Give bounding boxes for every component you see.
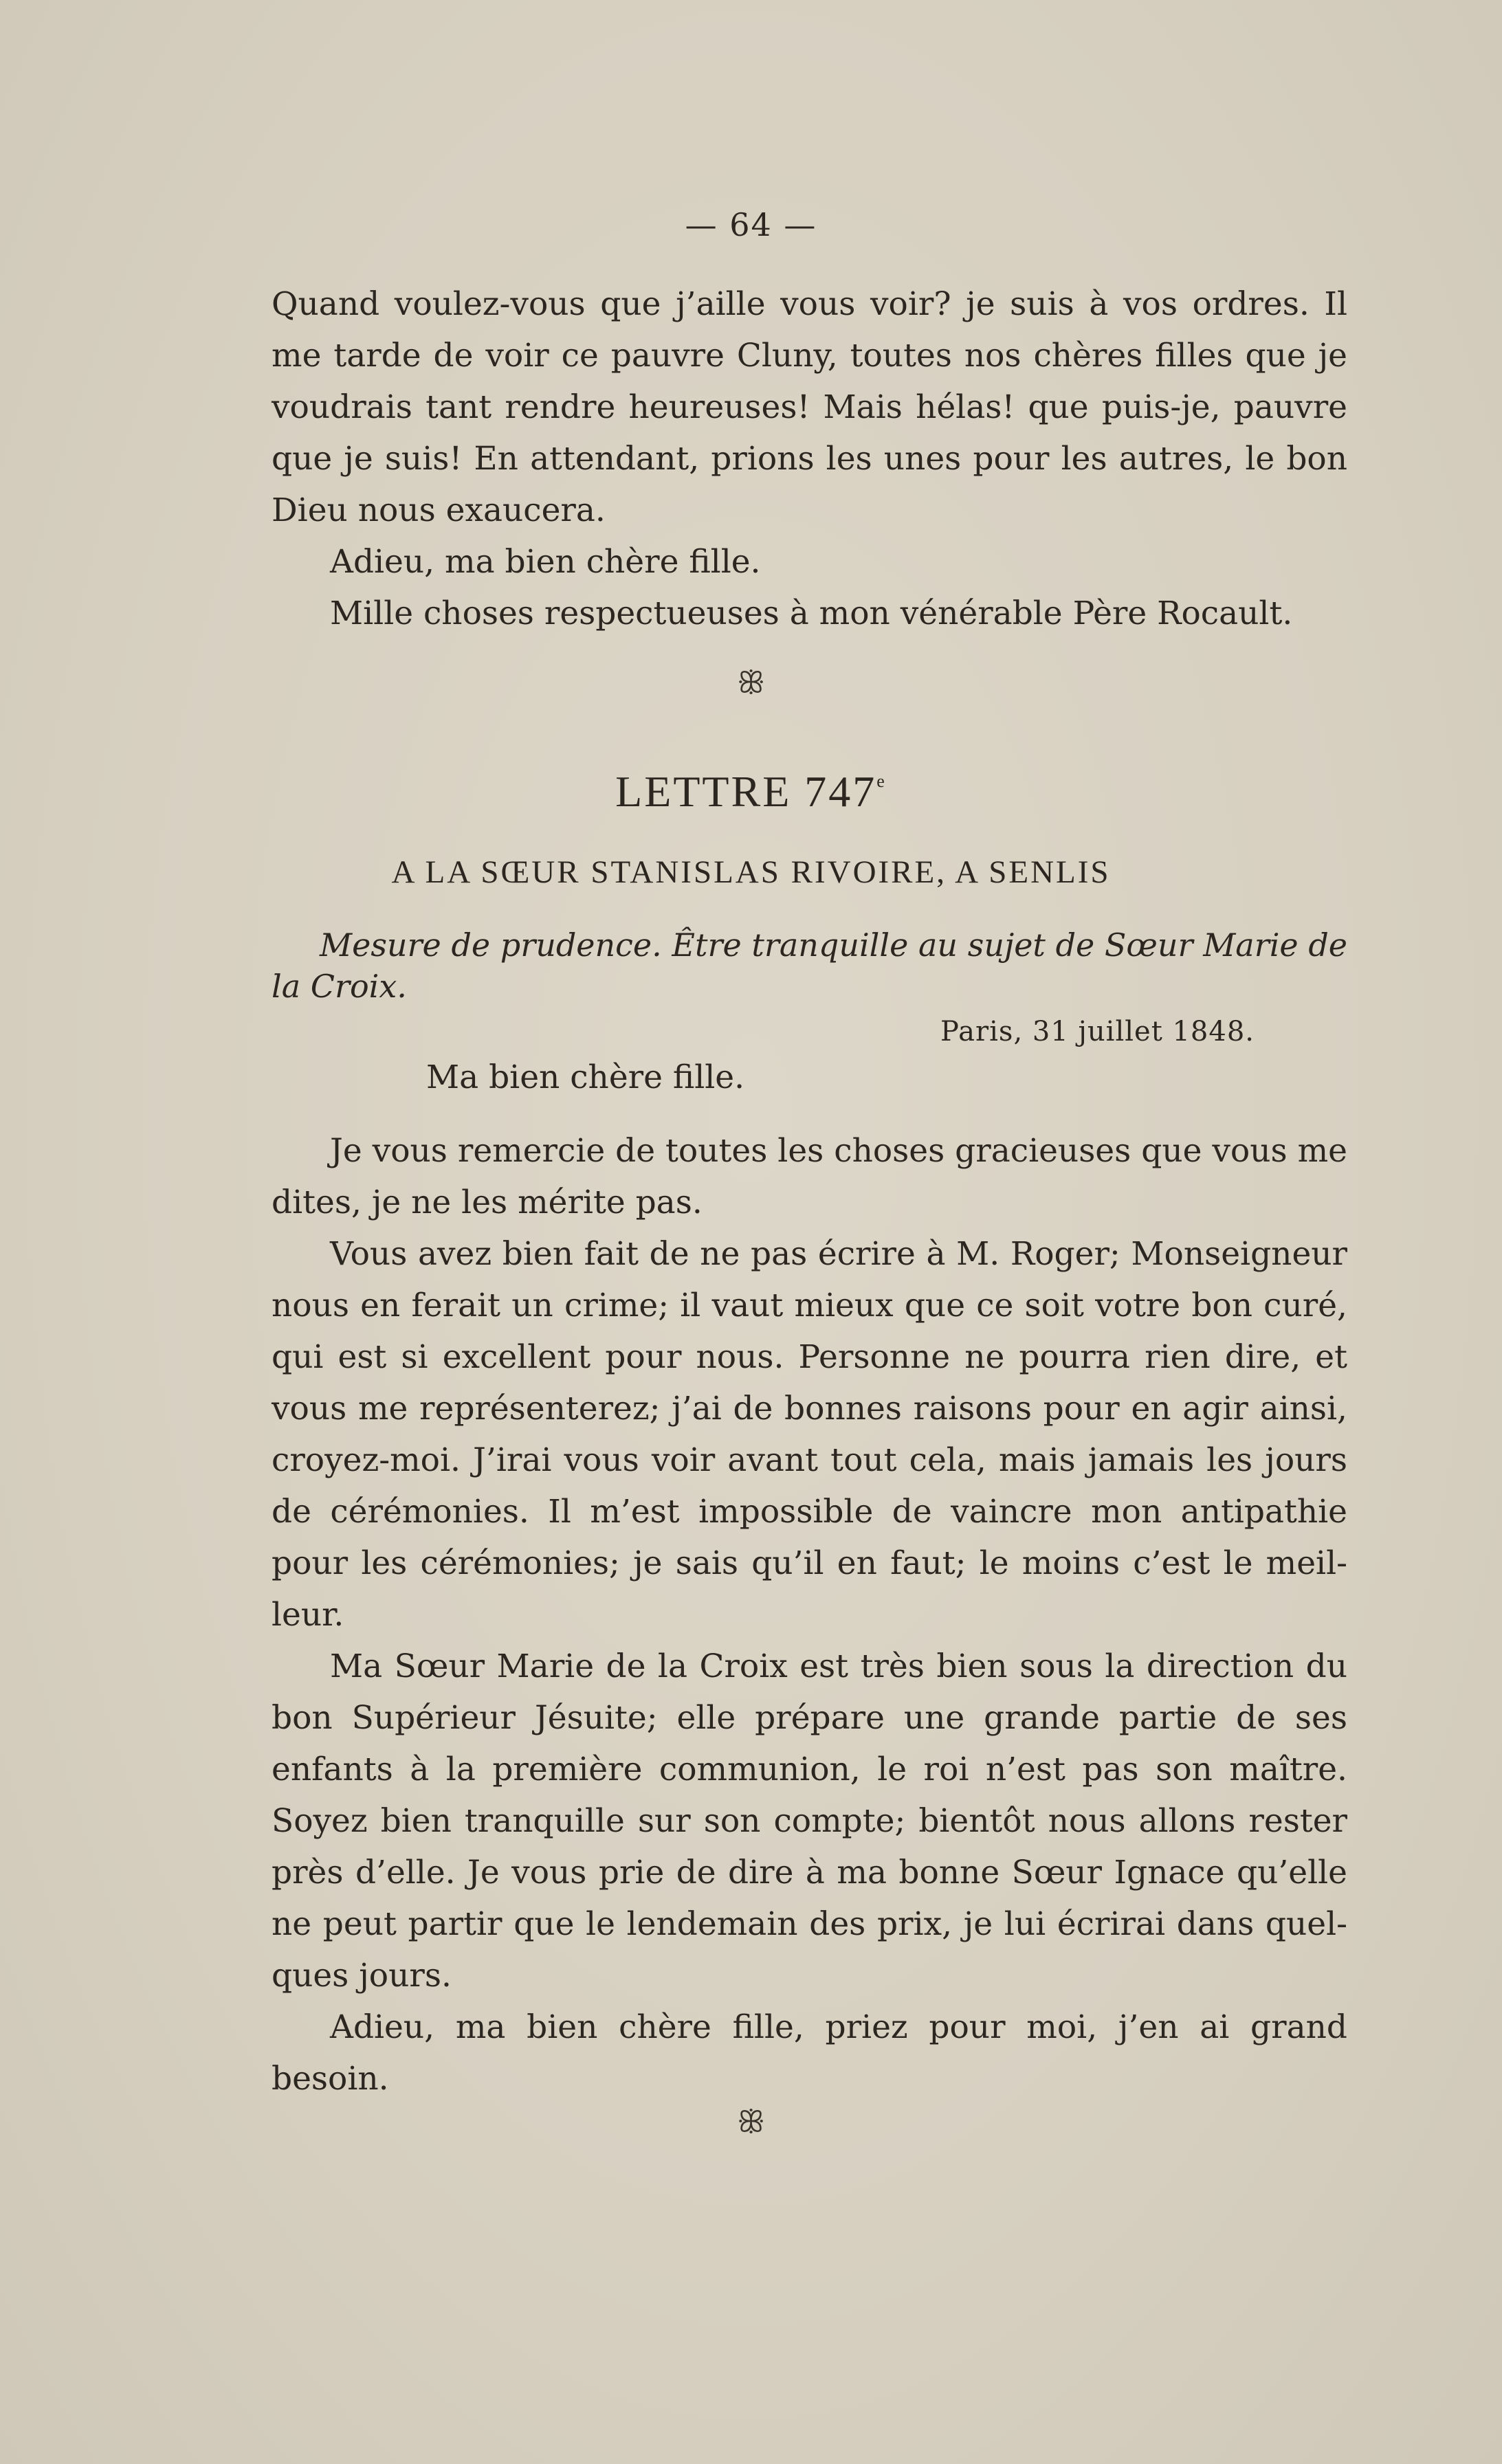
letter-summary: Mesure de prudence. Être tranquille au sujet de Sœur Marie de la Croix.	[272, 926, 1347, 1005]
letter-body	[272, 1125, 1347, 2105]
ornament-divider: ꕥ	[737, 2105, 765, 2140]
paragraph: Adieu, ma bien chère fille, priez pour moi, j’en ai grand besoin.	[272, 2008, 1347, 2098]
letter-recipient: A LA SŒUR STANISLAS RIVOIRE, A SENLIS	[391, 854, 1111, 890]
paragraph: Vous avez bien fait de ne pas écrire à M. Roger; Monseigneur nous en ferait un crime; il vaut mieux que ce soit votre bon curé, qui est si excellent pour nous. Personne ne pourra rien dire, et vous me représenterez; j’ai de bonnes raisons pour en agir ainsi, croyez-moi. J’irai vous voir avant tout cela, mais jamais les jours de cérémonies. Il m’est impossible de vaincre mon antipathie pour les cérémonies; je sais qu’il en faut; le moins c’est le meil-leur.	[272, 1235, 1347, 1634]
paragraph: Quand voulez-vous que j’aille vous voir? je suis à vos ordres. Il me tarde de voir ce pauvre Cluny, toutes nos chères filles que je voudrais tant rendre heureuses! Mais hélas! que puis-je, pauvre que je suis! En attendant, prions les unes pour les autres, le bon Dieu nous exaucera.	[272, 285, 1347, 529]
paragraph: Mille choses respectueuses à mon vénérable Père Rocault.	[330, 595, 1293, 632]
page-number: — 64 —	[685, 206, 817, 243]
paragraph: Adieu, ma bien chère fille.	[330, 543, 761, 581]
letter-title	[0, 766, 1502, 817]
paragraph: Je vous remercie de toutes les choses gracieuses que vous me dites, je ne les mérite pas.	[272, 1132, 1347, 1221]
letter-title-suffix: e	[876, 771, 887, 791]
letter-salutation: Ma bien chère fille.	[426, 1058, 745, 1096]
previous-letter-ending	[272, 278, 1347, 639]
paragraph: Ma Sœur Marie de la Croix est très bien sous la direction du bon Supérieur Jésuite; elle prépare une grande partie de ses enfants à la première communion, le roi n’est pas son maître. Soyez bien tranquille sur son compte; bientôt nous allons rester près d’elle. Je vous prie de dire à ma bonne Sœur Ignace qu’elle ne peut partir que le lendemain des prix, je lui écrirai dans quel-ques jours.	[272, 1647, 1347, 1995]
ornament-divider: ꕥ	[737, 665, 765, 700]
letter-title-text: LETTRE 747	[615, 767, 877, 816]
letter-date: Paris, 31 juillet 1848.	[940, 1016, 1255, 1047]
